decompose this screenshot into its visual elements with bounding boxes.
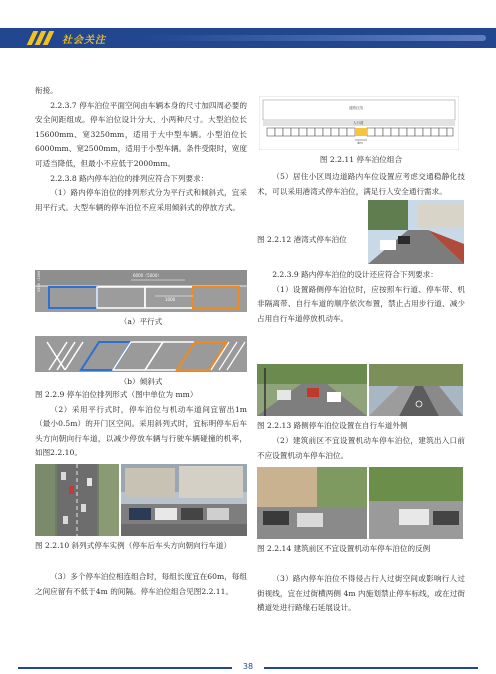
figure-caption: 图 2.2.10 斜列式停车实例（停车后车头方向朝向行车道）	[35, 541, 232, 550]
aerial-photo	[35, 464, 119, 536]
paragraph: （1）设置路侧停车泊位时，应按照车行道、停车带、机非隔离带、自行车道的顺序依次布置，禁止占用步行道、减少占用自行车道停放机动车。	[257, 284, 465, 323]
header-stripes-icon	[30, 31, 56, 45]
right-column-p7-p8	[257, 268, 465, 326]
dim-label-mid: 1000	[165, 297, 176, 302]
sidewalk-label: 人行道	[353, 121, 364, 125]
page-number: 38	[232, 662, 264, 674]
dim-label-top: 6000（5000）	[133, 273, 162, 278]
paragraph: （5）居住小区周边道路内车位设置应考虑交通稳静化技术，可以采用港湾式停车泊位，满足行人安全通行需求。	[257, 172, 465, 196]
paragraph: （2）采用平行式时，停车泊位与机动车道间宜留出1m（最小0.5m）的开门区空间。采用斜列式时，宜标明停车后车头方向朝向行车道，以减少停放车辆与行驶车辆碰撞的机率，如图2.2.10。	[35, 404, 247, 458]
page-footer	[0, 662, 496, 674]
figure-caption: 图 2.2.11 停车泊位组合	[319, 155, 403, 164]
paragraph: （1）路内停车泊位的排列形式分为平行式和倾斜式，宜采用平行式。大型车辆的停车泊位不应采用倾斜式的停放方式。	[35, 188, 247, 212]
left-column-bottom	[35, 570, 247, 599]
paragraph: 2.2.3.8 路内停车泊位的排列应符合下列要求：	[50, 173, 209, 183]
figure-caption: （a）平行式	[119, 317, 163, 326]
right-column-p6	[257, 170, 465, 199]
figure-caption: 图 2.2.13 路侧停车泊位设置在自行车道外侧	[257, 421, 408, 430]
figure-caption: 图 2.2.9 停车泊位排列形式（图中单位为 mm）	[35, 390, 198, 399]
bike-lane-photo-right	[369, 364, 463, 416]
paragraph: 衔接。	[35, 86, 58, 95]
figure-caption: 图 2.2.12 港湾式停车泊位	[257, 235, 347, 244]
paragraph: （3）路内停车泊位不得侵占行人过街空间或影响行人过街视线，宜在过街横两侧 4m 内施划禁止停车标线，或在过街横道处进行路缘石延展设计。	[257, 574, 465, 613]
street-photo	[121, 464, 247, 536]
paragraph: （3）多个停车泊位相连组合时，每组长度宜在60m，每组之间应留有不低于4m 的间隔。停车泊位组合见图2.2.11。	[35, 572, 247, 596]
section-header-band	[0, 28, 496, 48]
paragraph: 2.2.3.7 停车泊位平面空间由车辆本身的尺寸加四周必要的安全间距组成。停车泊位设计分大、小两种尺寸。大型泊位长15600mm、宽3250mm，适用于大中型车辆。小型泊位长6000mm、宽2500mm，适用于小型车辆。条件受限时，宽度可适当降低，但最小不应低于2000mm。	[35, 100, 247, 168]
figure-parking-group	[259, 96, 459, 150]
bay-parking-photo	[368, 200, 464, 264]
figure-angled-parking	[35, 336, 247, 372]
paragraph: （2）建筑前区不宜设置机动车停车泊位，建筑出入口前不应设置机动车停车泊位。	[257, 436, 465, 460]
paragraph: 2.2.3.9 路内停车泊位的设计还应符合下列要求：	[272, 270, 438, 279]
right-column-p9	[257, 434, 465, 463]
section-title: 社会关注	[62, 35, 106, 46]
gap-label: 4m	[357, 141, 363, 145]
bike-lane-photo-left	[257, 364, 367, 416]
figure-parallel-parking	[35, 267, 247, 312]
frontage-photo-left	[257, 467, 367, 539]
figure-caption: （b）倾斜式	[119, 377, 163, 386]
dim-label-side: 2500（2000）	[37, 267, 41, 292]
header-decor-bar	[140, 35, 486, 41]
right-column-p10	[257, 572, 465, 616]
left-column-top	[35, 84, 247, 215]
frontage-photo-right	[369, 467, 463, 539]
figure-caption: 图 2.2.14 建筑前区不宜设置机动车停车泊位的反例	[257, 544, 431, 553]
left-column-middle	[35, 388, 247, 461]
road-label: 道路红线	[349, 106, 363, 110]
